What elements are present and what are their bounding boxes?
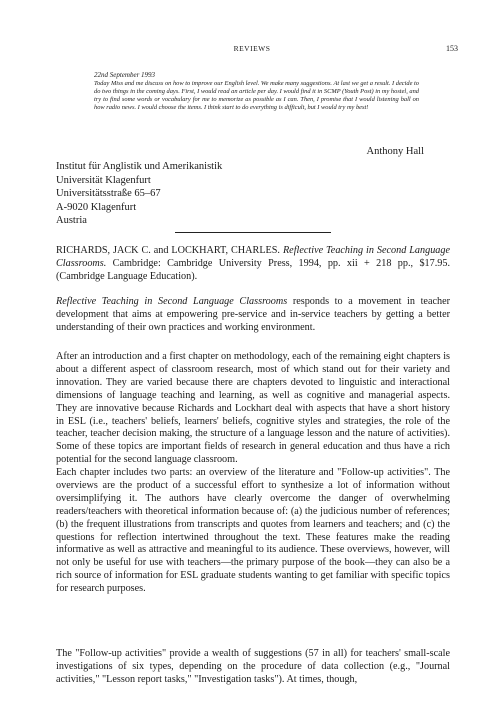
review-paragraph-2 [56,351,450,467]
citation-authors: RICHARDS, JACK C. and LOCKHART, CHARLES. [56,245,280,256]
page-number: 153 [446,44,458,53]
address-line: A-9020 Klagenfurt [56,201,137,213]
review-paragraph-4 [56,648,450,687]
running-head [0,44,504,58]
paragraph-text: responds to a movement in teacher development that aims at empowering pre-service and in-service teachers by getting a better understanding of their own practices and working environment. [56,296,451,333]
address-line: Austria [56,215,87,227]
section-divider [175,232,331,233]
book-title-inline: Reflective Teaching in Second Language Classrooms [56,296,288,307]
review-paragraph-1 [56,296,450,335]
diary-excerpt: Today Miss and me discuss on how to improve our English level. We make many suggestions. At last we get a result. I decide to do two things in the coming days. First, I would read an article per day. I would find it in SCMP (Youth Post) in my hostel, and try to find some words or vocabulary for me to memorize as possible as I can. Then, I promise that I would listening ball on how radio news. I would choose the items. I think start to do everything is difficult, but I would try my best! [94,80,419,111]
running-head-title: REVIEWS [233,44,271,53]
book-citation [56,245,450,284]
reviewer-address [56,160,222,228]
review-paragraph-3 [56,467,450,596]
paragraph-text: Each chapter includes two parts: an overview of the literature and "Follow-up activities". The overviews are the product of a successful effort to synthesize a lot of information without oversimplifying it. The authors have clearly overcome the danger of overwhelming readers/teachers with theoretical information because of: (a) the judicious number of references; (b) the frequent illustrations from transcripts and quotes from learners and teachers; and (c) the questions for reflection intertwined throughout the text. These features make the reading informative as well as attractive and meaningful to its audience. These overviews, however, will not only be useful for use with teachers—the primary purpose of the book—they can also be a rich source of information for ESL graduate students wanting to get familiar with specific topics for research purposes. [56,467,450,595]
diary-date: 22nd September 1993 [94,71,156,79]
citation-details: Cambridge: Cambridge University Press, 1994, pp. xii + 218 pp., $17.95. (Cambridge Language Education). [56,257,451,282]
address-line: Institut für Anglistik und Amerikanistik [56,161,223,172]
citation-title: Reflective Teaching in Second Language Classrooms. [56,245,451,269]
paragraph-text: After an introduction and a first chapter on methodology, each of the remaining eight chapters is about a different aspect of classroom research, most of which stand out for their variety and innovation. They are varied because there are chapters devoted to linguistic and interactional dimensions of language teaching and learning, as well as cognitive and managerial aspects. They are innovative because Richards and Lockhart deal with aspects that have a short history in ESL (i.e., teachers' beliefs, learners' beliefs, cognitive styles and strategies, the role of the teacher, teacher decision making, the structure of a language lesson and the nature of activities). Some of these topics are important fields of research in general education and thus have a rich potential for the second language classroom. [56,351,450,466]
reviewer-name: Anthony Hall [366,146,424,157]
address-line: Universität Klagenfurt [56,174,151,186]
paragraph-text: The "Follow-up activities" provide a wealth of suggestions (57 in all) for teachers' small-scale investigations of six types, depending on the procedure of data collection (e.g., "Journal activities," "Lesson report tasks," "Investigation tasks"). At times, though, [56,648,450,685]
address-line: Universitätsstraße 65–67 [56,188,161,200]
